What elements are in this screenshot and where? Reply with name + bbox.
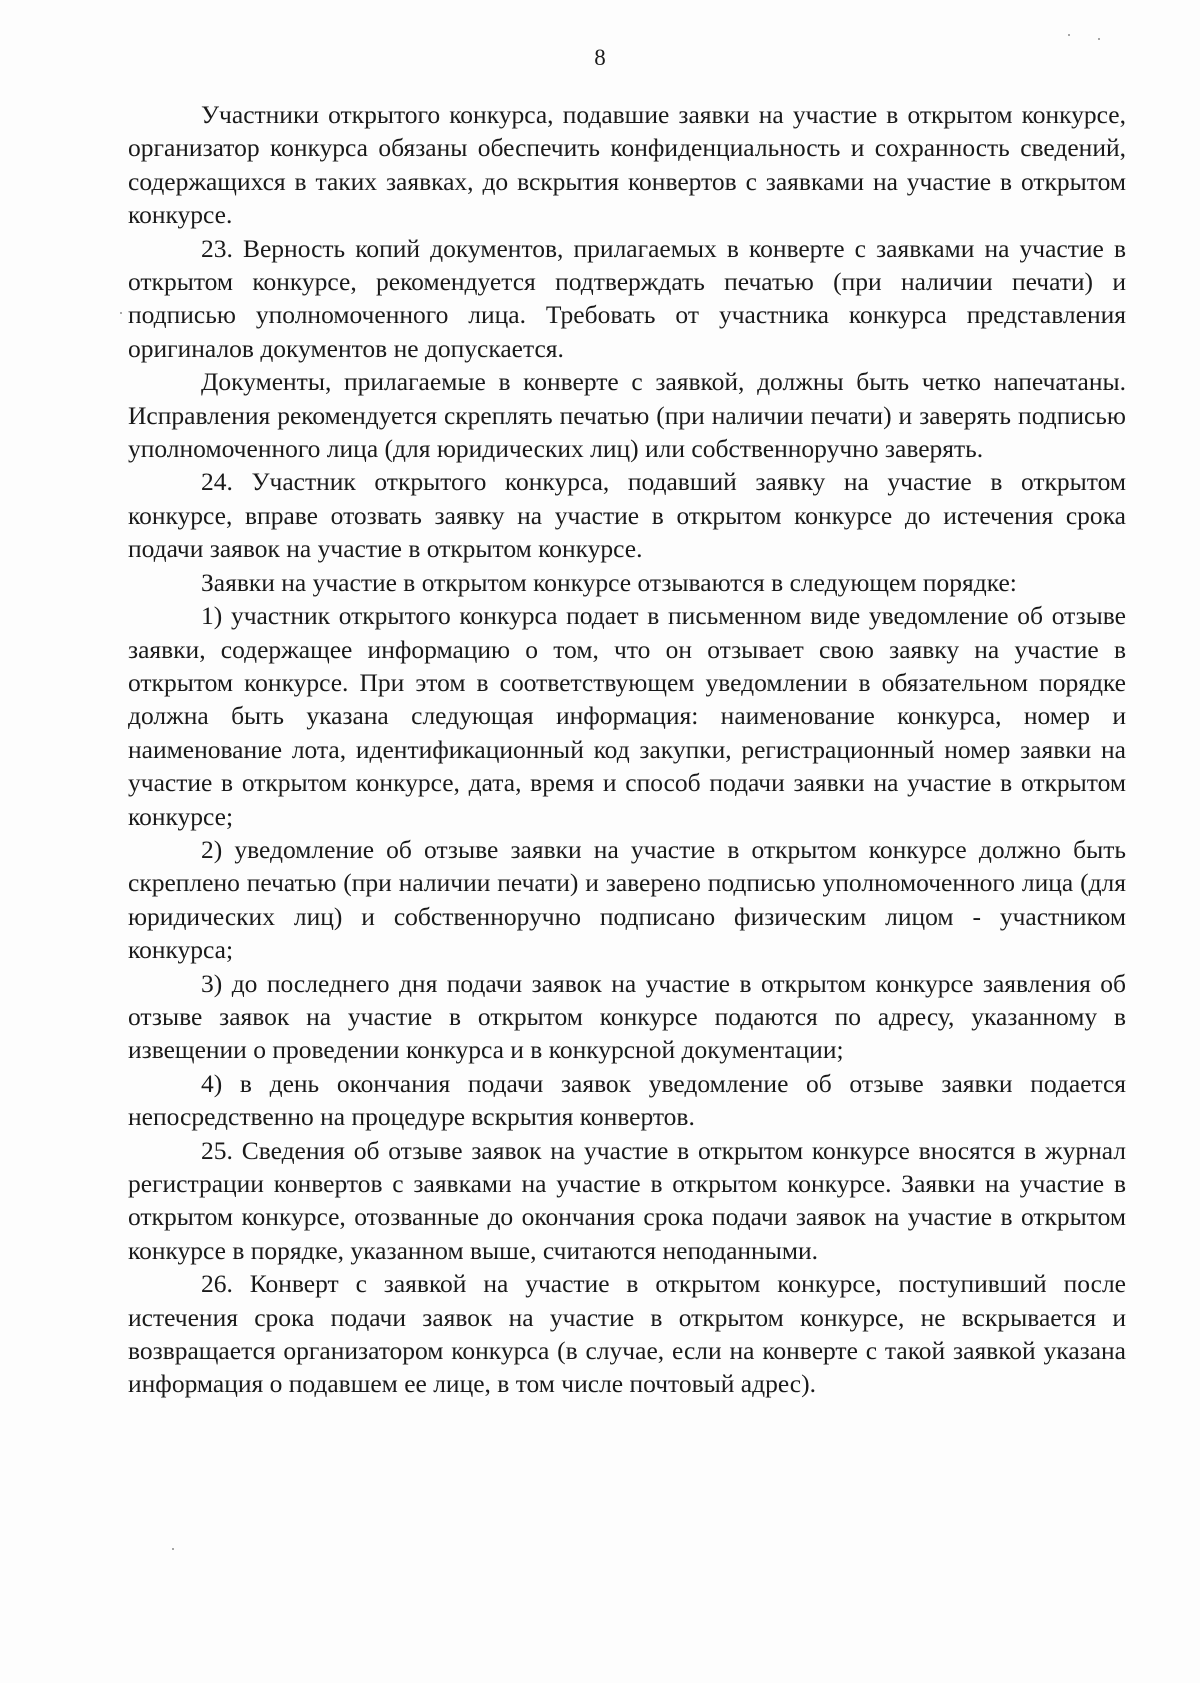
scan-speck — [1098, 38, 1100, 40]
list-item-3: 3) до последнего дня подачи заявок на участие в открытом конкурсе заявления об отзыве заявок на участие в открытом конкурсе подаются по адресу, указанному в извещении о проведении конкурса и в конкурсной документации; — [128, 968, 1126, 1065]
paragraph-24-withdraw: 24. Участник открытого конкурса, подавший заявку на участие в открытом конкурсе, вправе отозвать заявку на участие в открытом конкурсе до истечения срока подачи заявок на участие в открытом конкурсе. — [128, 467, 1126, 564]
paragraph-23-copies: 23. Верность копий документов, прилагаемых в конверте с заявками на участие в открытом конкурсе, рекомендуется подтверждать печатью (при наличии печати) и подписью уполномоченного лица. Требовать от участника конкурса представления оригиналов документов не допускается. — [128, 233, 1126, 363]
list-item-4: 4) в день окончания подачи заявок уведомление об отзыве заявки подается непосредственно на процедуре вскрытия конвертов. — [128, 1068, 1126, 1132]
scan-speck — [1068, 34, 1070, 36]
paragraph-confidentiality: Участники открытого конкурса, подавшие заявки на участие в открытом конкурсе, организатор конкурса обязаны обеспечить конфиденциальность и сохранность сведений, содержащихся в таких заявках, до вскрытия конвертов с заявками на участие в открытом конкурсе. — [128, 100, 1126, 230]
document-body — [128, 98, 1126, 1401]
list-item-1: 1) участник открытого конкурса подает в письменном виде уведомление об отзыве заявки, содержащее информацию о том, что он отзывает свою заявку на участие в открытом конкурсе. При этом в соответствующем уведомлении в обязательном порядке должна быть указана следующая информация: наименование конкурса, номер и наименование лота, идентификационный код закупки, регистрационный номер заявки на участие в открытом конкурсе, дата, время и способ подачи заявки на участие в открытом конкурсе; — [128, 601, 1126, 831]
scan-speck — [120, 312, 122, 314]
scan-speck — [172, 1548, 174, 1550]
page-number: 8 — [594, 45, 606, 70]
paragraph-documents-printed: Документы, прилагаемые в конверте с заявкой, должны быть четко напечатаны. Исправления рекомендуется скреплять печатью (при наличии печати) и заверять подписью уполномоченного лица (для юридических лиц) или собственноручно заверять. — [128, 367, 1126, 464]
paragraph-25-records: 25. Сведения об отзыве заявок на участие в открытом конкурсе вносятся в журнал регистрации конвертов с заявками на участие в открытом конкурсе. Заявки на участие в открытом конкурсе, отозванные до окончания срока подачи заявок на участие в открытом конкурсе в порядке, указанном выше, считаются неподанными. — [128, 1135, 1126, 1265]
paragraph-26-late-envelope: 26. Конверт с заявкой на участие в открытом конкурсе, поступивший после истечения срока подачи заявок на участие в открытом конкурсе, не вскрывается и возвращается организатором конкурса (в случае, если на конверте с такой заявкой указана информация о подавшем ее лице, в том числе почтовый адрес). — [128, 1269, 1126, 1399]
paragraph-withdraw-order: Заявки на участие в открытом конкурсе отзываются в следующем порядке: — [201, 567, 1017, 597]
list-item-2: 2) уведомление об отзыве заявки на участие в открытом конкурсе должно быть скреплено печатью (при наличии печати) и заверено подписью уполномоченного лица (для юридических лиц) и собственноручно подписано физическим лицом - участником конкурса; — [128, 834, 1126, 965]
